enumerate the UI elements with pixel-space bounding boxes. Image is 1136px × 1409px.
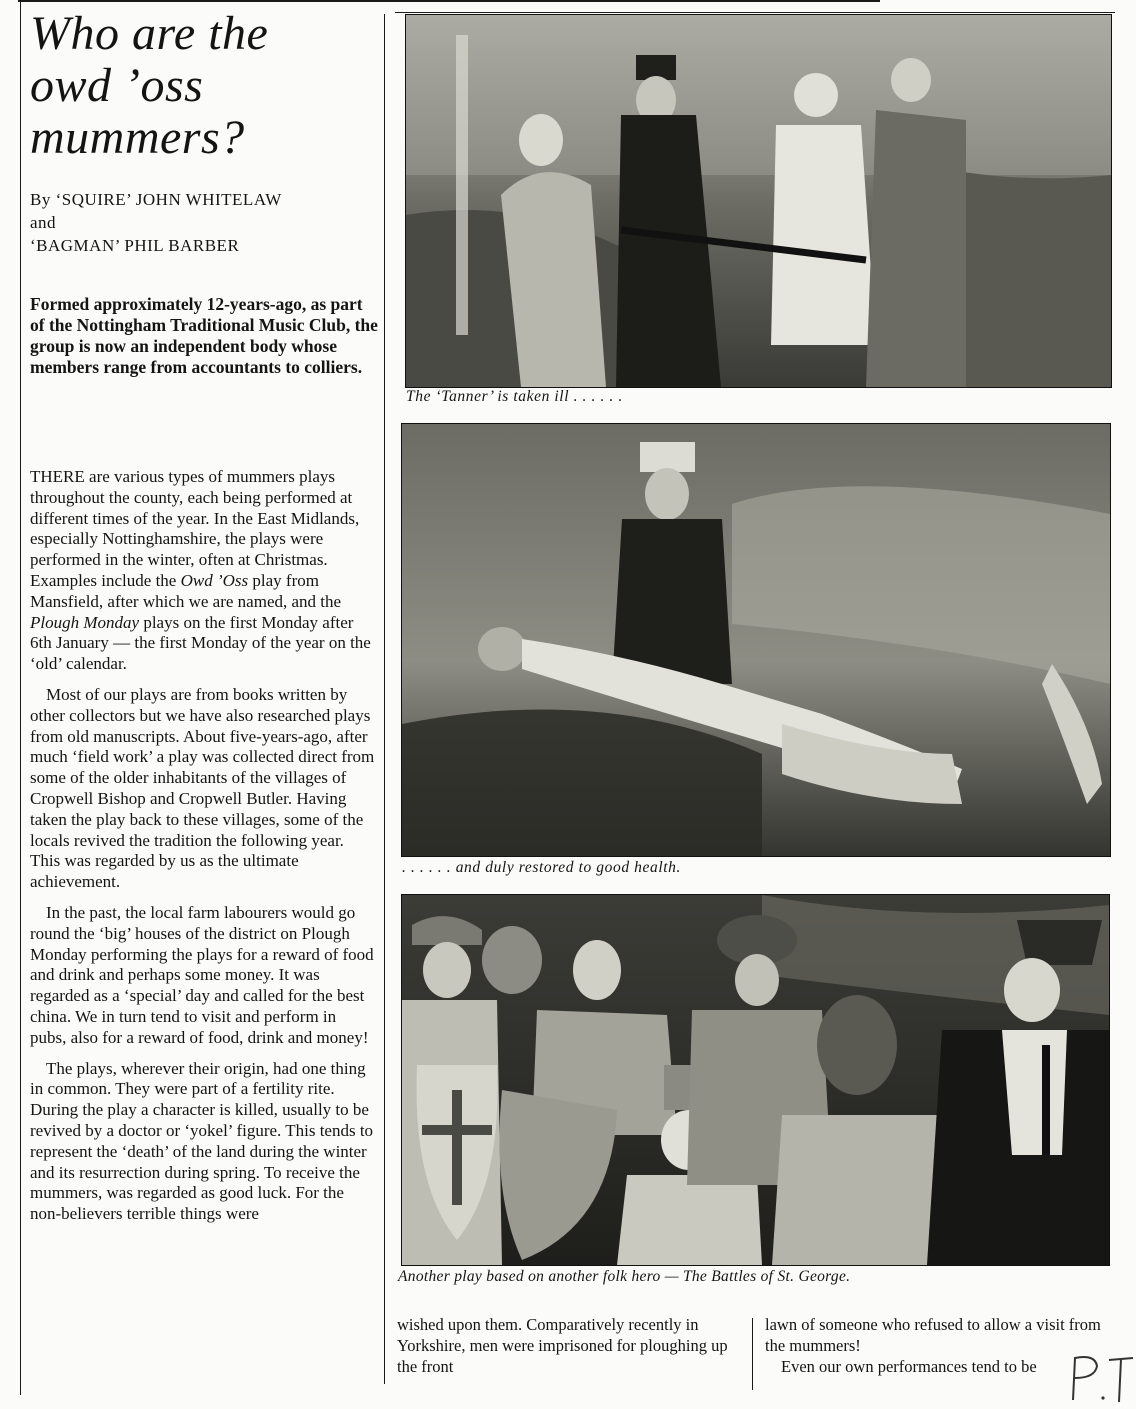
byline-author-1: By ‘SQUIRE’ JOHN WHITELAW xyxy=(30,190,282,209)
bottom-column-2-text: wished upon them. Comparatively recently in Yorkshire, men were imprisoned for ploughing up the front xyxy=(397,1315,728,1376)
byline-author-2: ‘BAGMAN’ PHIL BARBER xyxy=(30,236,240,255)
byline-and: and xyxy=(30,213,57,232)
body-paragraph-3: In the past, the local farm labourers would go round the ‘big’ houses of the district on Plough Monday performing the plays for a reward of food and drink and perhaps some money. It was regarded as a ‘special’ day and called for the best china. We in turn tend to visit and perform in pubs, also for a reward of food, drink and money! xyxy=(30,902,374,1047)
photo-restored-to-good-health xyxy=(401,423,1111,857)
body-paragraph-4: The plays, wherever their origin, had one thing in common. They were part of a fertility rite. During the play a character is killed, usually to be revived by a doctor or ‘yokel’ figure. This tends to represent the ‘death’ of the land during the winter and its resurrection during spring. To receive the mummers, was regarded as good luck. For the non-believers terrible things were xyxy=(30,1058,374,1224)
caption-photo-1: The ‘Tanner’ is taken ill . . . . . . xyxy=(406,388,623,405)
bottom-column-3-text-b: Even our own performances tend to be xyxy=(781,1357,1037,1376)
caption-photo-2: . . . . . . and duly restored to good health. xyxy=(402,859,681,876)
byline xyxy=(30,188,370,257)
handwritten-pt-mark xyxy=(1065,1350,1135,1405)
column-divider xyxy=(384,14,385,1384)
play-name-owd-oss: Owd ’Oss xyxy=(180,570,249,590)
body-text: plays on the first Monday after 6th January — the first Monday of the year on the ‘old’ calendar. xyxy=(30,612,371,674)
top-rule-right xyxy=(395,12,1115,13)
top-rule xyxy=(18,0,880,2)
bottom-column-divider xyxy=(752,1318,753,1390)
headline: Who are the owd ’oss mummers? xyxy=(30,7,269,164)
bottom-column-2 xyxy=(397,1314,742,1377)
body-text: THERE are various types of mummers plays throughout the county, each being performed at different times of the year. In the East Midlands, especially Nottinghamshire, the plays were performed in the winter, often at Christmas. Examples include the xyxy=(30,467,360,590)
body-text: play from Mansfield, after which we are named, and the xyxy=(30,570,342,611)
bottom-column-3 xyxy=(765,1314,1110,1377)
play-name-plough-monday: Plough Monday xyxy=(30,612,140,632)
bottom-column-3-text-a: lawn of someone who refused to allow a visit from the mummers! xyxy=(765,1315,1101,1355)
body-column xyxy=(30,467,375,1235)
photo-tanner-taken-ill xyxy=(405,14,1112,388)
left-rule xyxy=(20,0,21,1395)
standfirst: Formed approximately 12-years-ago, as part of the Nottingham Traditional Music Club, the group is now an independent body whose members range from accountants to colliers. xyxy=(30,294,378,377)
caption-photo-3: Another play based on another folk hero — The Battles of St. George. xyxy=(398,1268,851,1285)
photo-battles-of-st-george xyxy=(401,894,1110,1266)
body-paragraph-2: Most of our plays are from books written by other collectors but we have also researched plays from old manuscripts. About five-years-ago, after much ‘field work’ a play was collected direct from some of the older inhabitants of the villages of Cropwell Bishop and Cropwell Butler. Having taken the play back to these villages, some of the locals revived the tradition the following year. This was regarded by us as the ultimate achievement. xyxy=(30,684,375,892)
body-paragraph-1 xyxy=(30,467,375,675)
